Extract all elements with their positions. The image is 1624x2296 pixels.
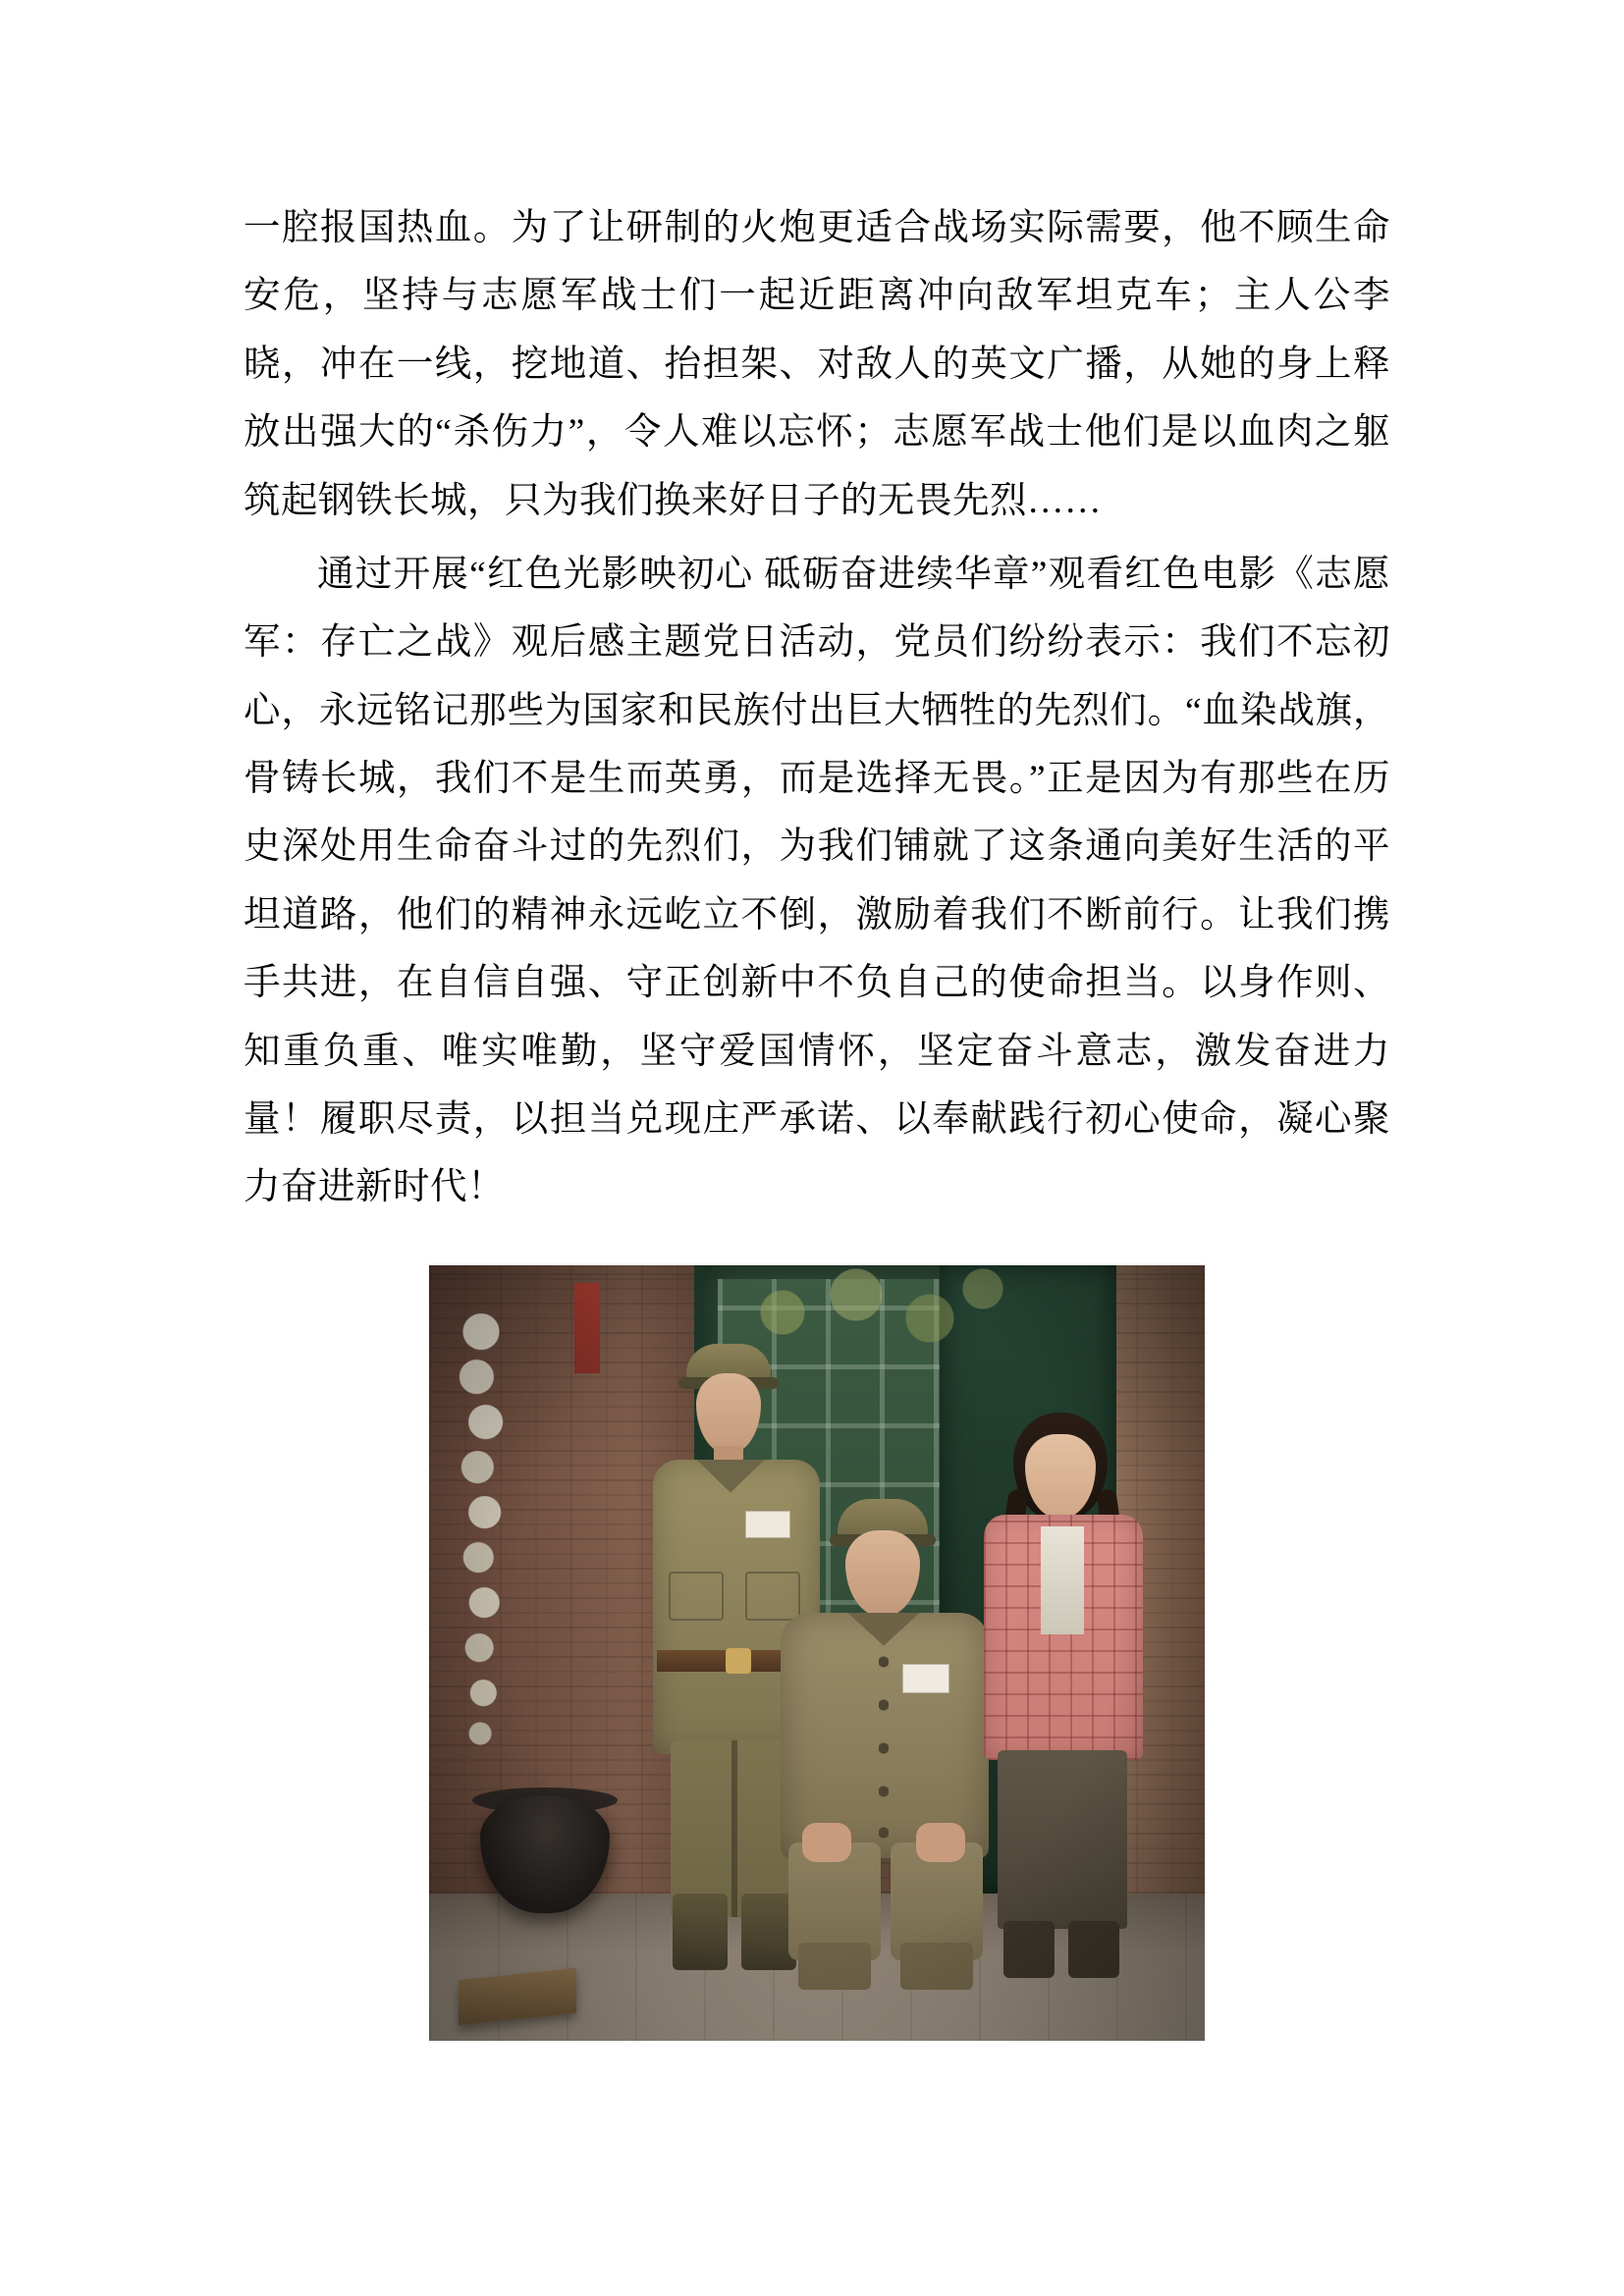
paragraph-1: 一腔报国热血。为了让研制的火炮更适合战场实际需要，他不顾生命安危，坚持与志愿军战士们一起近距离冲向敌军坦克车；主人公李晓，冲在一线，挖地道、抬担架、对敌人的英文广播，从她的身上释放出强大的“杀伤力”，令人难以忘怀；志愿军战士他们是以血肉之躯筑起钢铁长城，只为我们换来好日子的无畏先烈…… xyxy=(244,208,1390,521)
garlic-braid xyxy=(459,1305,504,1756)
movie-still-photo xyxy=(429,1265,1205,2041)
inner-shirt xyxy=(1041,1526,1084,1634)
shin-right xyxy=(900,1943,973,1990)
jacket-buttons xyxy=(879,1646,889,1842)
hand-right xyxy=(916,1823,965,1862)
red-paper-strip xyxy=(574,1283,600,1373)
shoe-left xyxy=(1003,1921,1055,1978)
figure-container xyxy=(244,1265,1390,2041)
jacket-pocket-left xyxy=(669,1572,724,1621)
long-skirt xyxy=(998,1750,1127,1929)
page-content xyxy=(244,194,1390,2041)
boot-left xyxy=(673,1894,728,1970)
chest-name-tag xyxy=(902,1664,949,1693)
face xyxy=(845,1530,920,1617)
hand-left xyxy=(802,1823,851,1862)
shoe-right xyxy=(1068,1921,1119,1978)
face xyxy=(696,1373,761,1454)
trouser-seam xyxy=(731,1740,737,1917)
paragraph-2: 通过开展“红色光影映初心 砥砺奋进续华章”观看红色电影《志愿军：存亡之战》观后感主题党日活动，党员们纷纷表示：我们不忘初心，永远铭记那些为国家和民族付出巨大牺牲的先烈们。“血染战旗，骨铸长城，我们不是生而英勇，而是选择无畏。”正是因为有那些在历史深处用生命奋斗过的先烈们，为我们铺就了这条通向美好生活的平坦道路，他们的精神永远屹立不倒，激励着我们不断前行。让我们携手共进，在自信自强、守正创新中不负自己的使命担当。以身作则、知重负重、唯实唯勤，坚守爱国情怀，坚定奋斗意志，激发奋进力量！履职尽责，以担当兑现庄严承诺、以奉献践行初心使命，凝心聚力奋进新时代！ xyxy=(244,554,1390,1208)
figure-standing-woman-right xyxy=(964,1413,1161,1982)
shin-left xyxy=(798,1943,871,1990)
belt-buckle xyxy=(726,1648,751,1674)
